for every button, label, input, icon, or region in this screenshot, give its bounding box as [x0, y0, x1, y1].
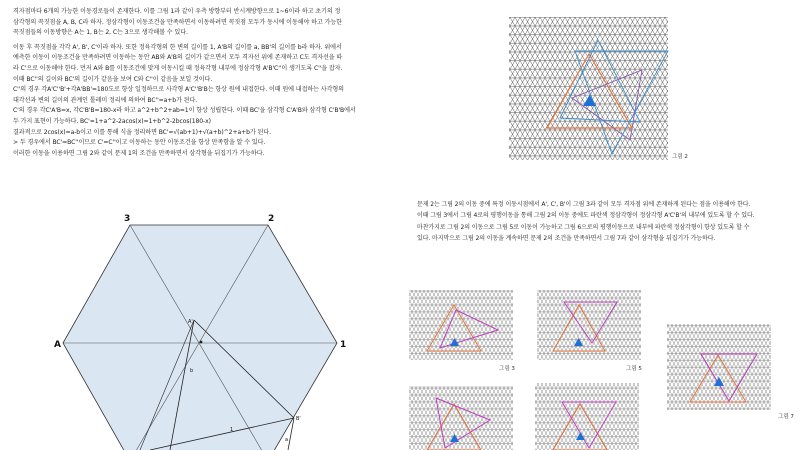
- triangular-grid: [409, 290, 513, 360]
- text-line: 마찬가지로 그림 2의 이동으로 그림 5로 이동이 가능하고 그림 6으로의 평행이동으로 내부에 파란색 정삼각형이 항상 있도록 할 수: [417, 223, 750, 231]
- text-line: C'의 경우 각C'A'B=x, 각C'B'B=180-x라 하고 a^2+b^2+ab=1이 항상 성립한다. 이때 BC'을 삼각형 C'A'B와 삼각형 C'B'B에서: [13, 107, 356, 115]
- text-line: 두 가지 표현이 가능하다. BC'=1+a^2-2acos(x)=1+b^2-2bcos(180-x): [13, 117, 211, 125]
- text-line: 이러한 이동을 이용하면 그림 2와 같이 문제 1의 조건을 만족하면서 삼각형을 뒤집기가 가능하다.: [13, 149, 265, 157]
- text-line: 삼각형의 꼭짓점을 A, B, C라 하자. 정삼각형이 이동조건을 만족하면서 이동하려면 꼭짓점 모두가 동시에 이동해야 하고 가능한: [13, 18, 342, 26]
- segment-label-b: b: [190, 368, 194, 374]
- hex-label-3: 3: [124, 214, 131, 224]
- text-line: 문제 2는 그림 2의 이동 중에 특정 이동시점에서 A', C', B'이 그림 3과 같이 모두 격자점 위에 존재하게 된다는 점을 이용해야 한다.: [417, 201, 751, 208]
- caption-fig3: 그림 3: [499, 366, 515, 372]
- hex-label-2: 2: [268, 214, 275, 224]
- text-line: 이때 그림 3에서 그림 4로의 평행이동을 통해 그림 2의 이동 중에도 파란색 정삼각형이 정삼각형 A'C'B'의 내부에 있도록 할 수 있다.: [417, 212, 755, 220]
- figure-3: [409, 290, 515, 372]
- triangular-grid: [537, 290, 641, 360]
- text-line: 대각선과 변의 길이의 관계인 톨레미 정리에 의하여 BC''=a+b가 된다.: [13, 96, 198, 104]
- center-point: [200, 341, 203, 344]
- triangular-grid: [667, 324, 771, 410]
- point-b-prime: B': [296, 416, 301, 422]
- text-line: 격자점마다 6개의 가능한 이동경로들이 존재한다. 이를 그림 1과 같이 우측 방향부터 반시계방향으로 1~6이라 하고 초기의 정: [13, 8, 341, 15]
- caption-fig7: 그림 7: [778, 414, 794, 420]
- hexagon-figure: [54, 214, 346, 450]
- text-line: 결과적으로 2cos(x)=a-b이고 이를 통해 식을 정리하면 BC'=√(ab+1)+√(a+b)^2+a+b가 된다.: [13, 128, 271, 136]
- hex-label-1: 1: [340, 340, 347, 350]
- figure-4: [409, 386, 513, 450]
- point-a-prime: A': [188, 319, 193, 325]
- triangular-grid: [409, 386, 513, 450]
- text-line: 꼭짓점들의 이동방향은 A는 1, B는 2, C는 3으로 생각해볼 수 있다.: [13, 29, 188, 37]
- segment-label-a: a: [285, 437, 289, 443]
- figure-6: [535, 383, 639, 450]
- text-line: 이때 BC''의 길이와 BC'의 길이가 같음을 보여 C와 C''이 같음을 보일 것이다.: [13, 75, 213, 83]
- text-line: 있다. 마지막으로 그림 2의 이동을 계속하면 문제 2의 조건을 만족하면서 그림 7과 같이 삼각형을 뒤집기가 가능하다.: [417, 235, 716, 243]
- caption-fig2: 그림 2: [672, 154, 688, 160]
- text-line: > 두 경우에서 BC'=BC''이므로 C'=C''이고 이동하는 동안 이동조건을 항상 만족함을 알 수 있다.: [13, 139, 266, 147]
- figure-7: [667, 324, 794, 420]
- text-line: 라 C'으로 이동해야 한다. 먼저 A와 B를 이동조건에 맞게 이동시킬 때 정육각형 내부에 정삼각형 A'B'C''이 생기도록 C''을 잡자.: [13, 64, 343, 72]
- text-line: 이동 후 꼭짓점을 각각 A', B', C'이라 하자. 또한 정육각형의 한 변의 길이를 1, A'B의 길이를 a, BB'의 길이를 b라 하자. 위에서: [13, 43, 342, 51]
- text-line: 예측한 이동이 이동조건을 만족하려면 이동하는 동안 AB와 A'B의 길이가 같으면서 모두 격자선 위에 존재하고 C도 격자선을 따: [13, 54, 343, 62]
- caption-fig5: 그림 5: [626, 366, 642, 372]
- figure-2: [509, 17, 688, 160]
- figure-5: [537, 290, 642, 372]
- text-line: C''의 경우 각A'C''B'+각A'BB'=180도로 항상 일정하므로 사각형 A'C''B'B는 항상 원에 내접한다. 이때 원에 내접하는 사각형의: [13, 86, 344, 94]
- segment-label-1: 1: [230, 427, 234, 433]
- hex-label-a: A: [54, 340, 61, 350]
